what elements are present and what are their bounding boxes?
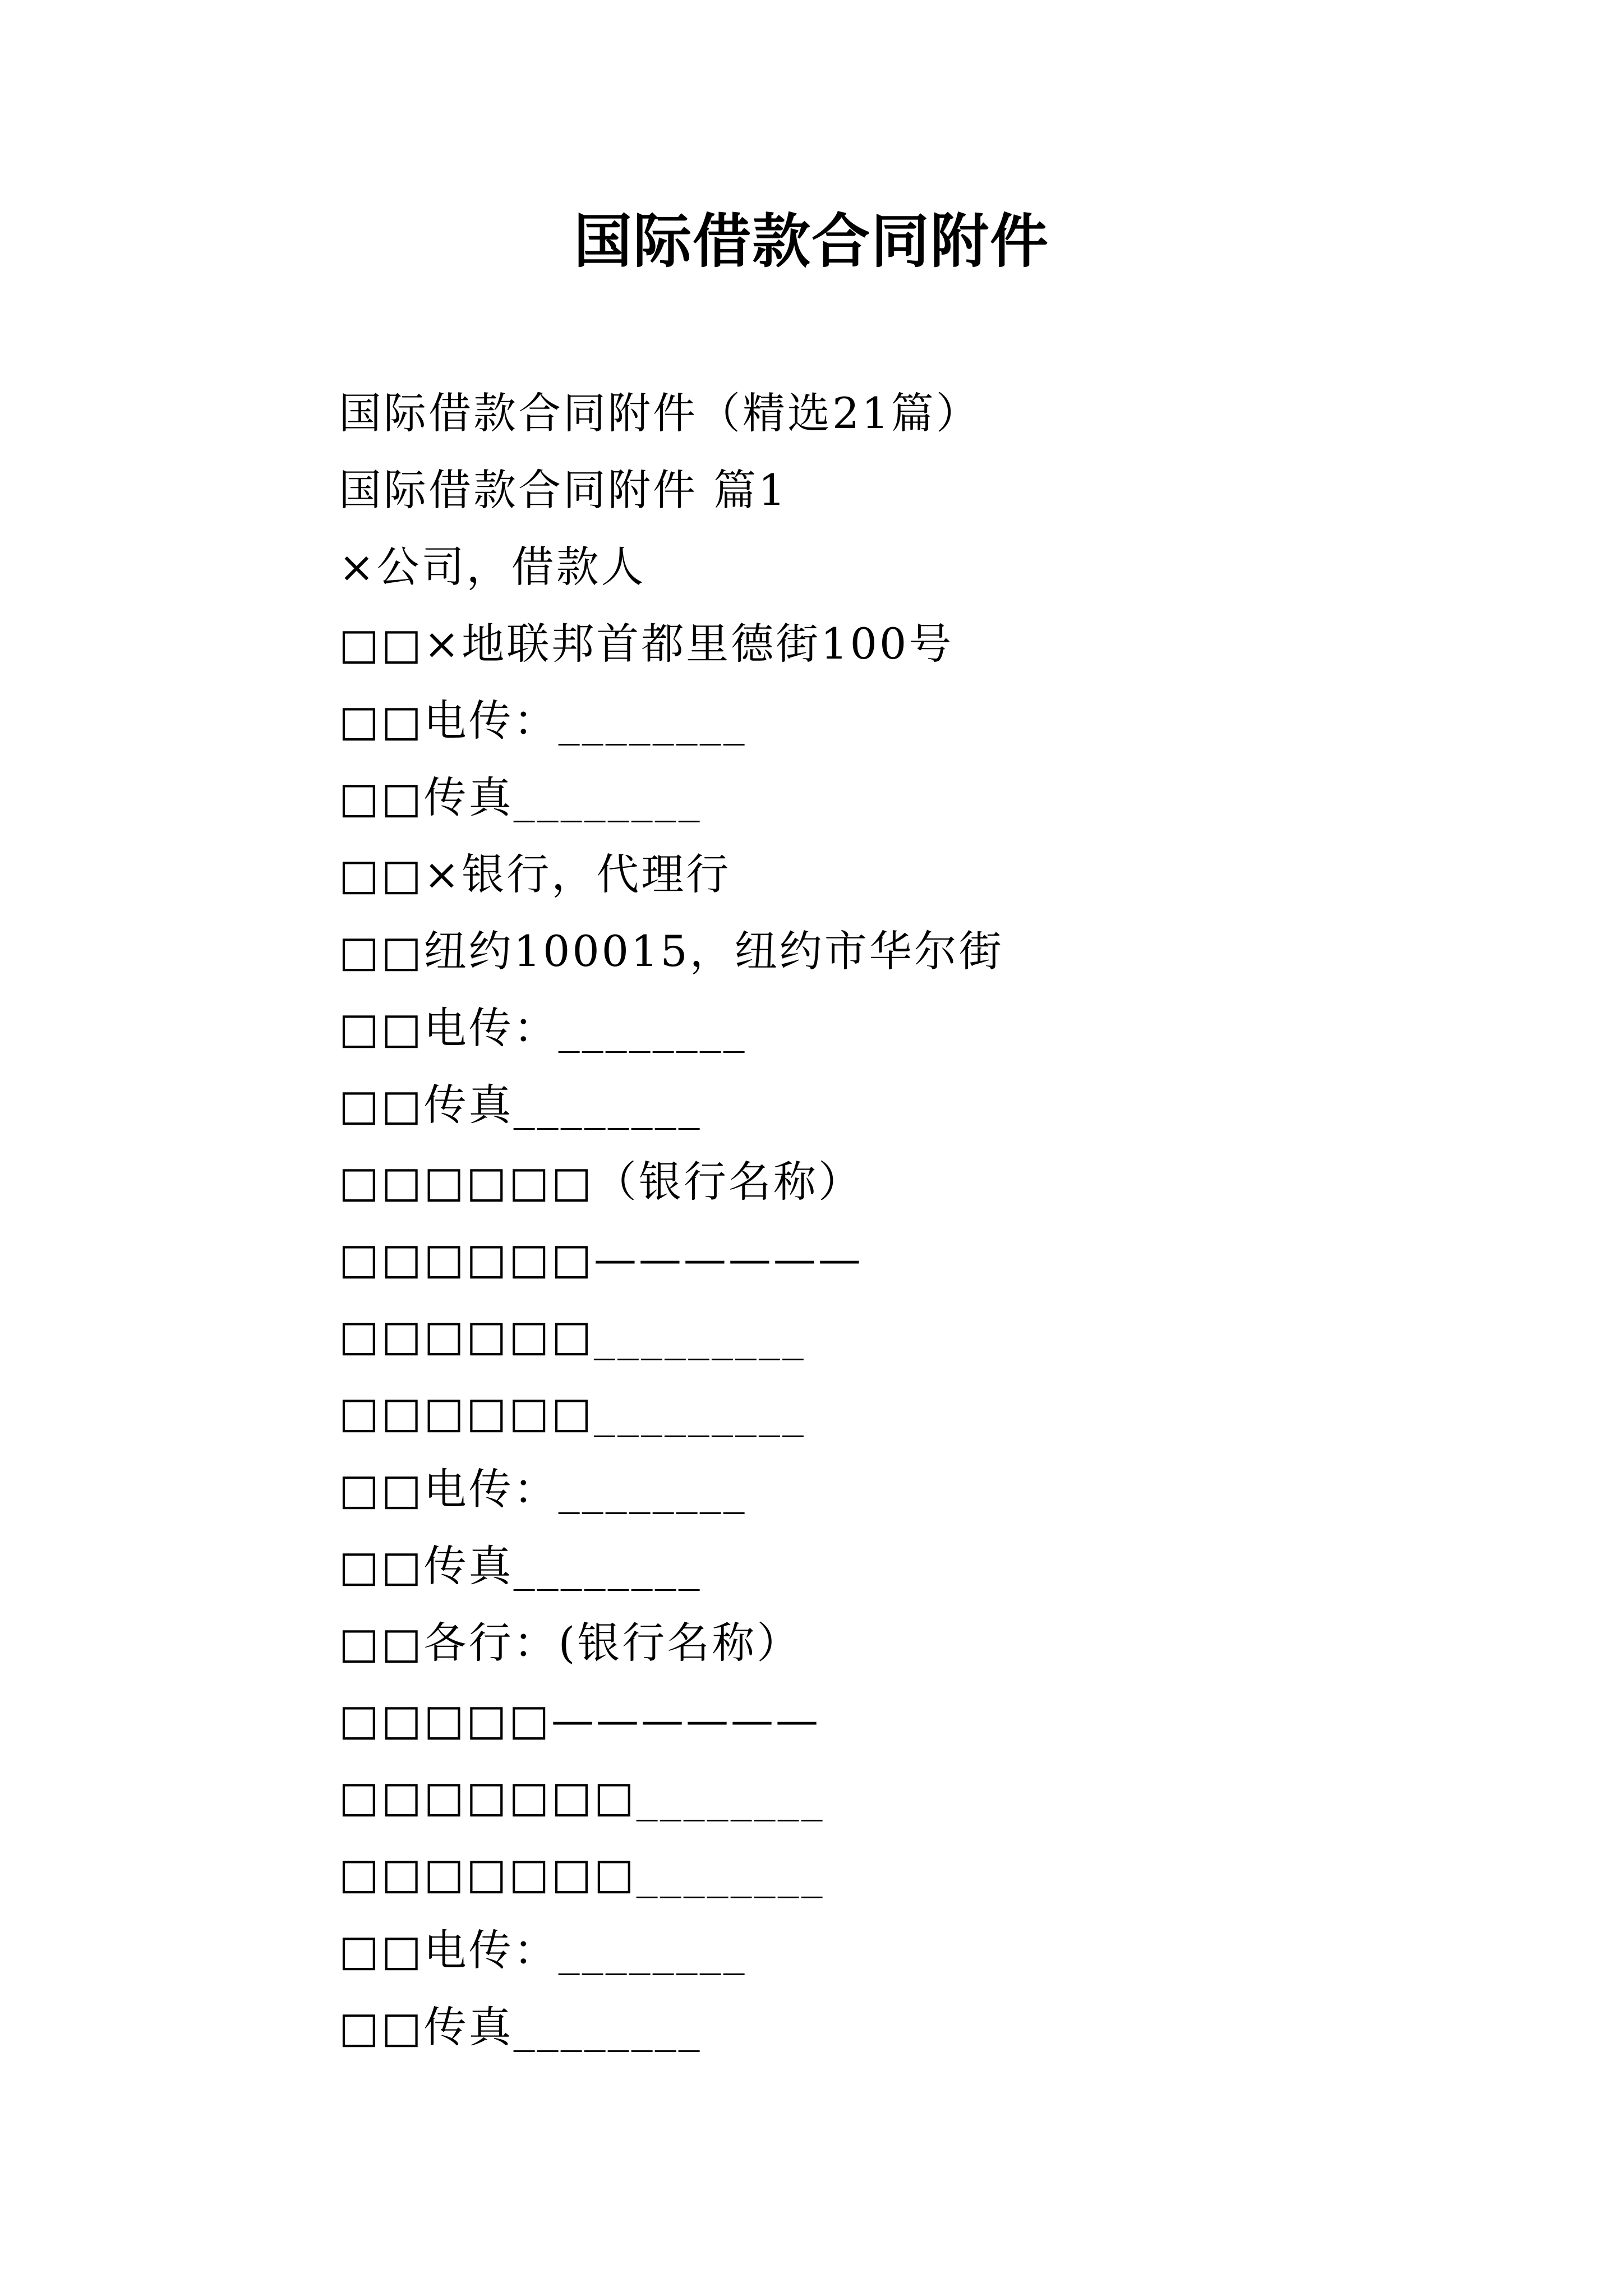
body-line: □□电传：________: [339, 1003, 747, 1053]
body-line: □□×地联邦首都里德街100号: [339, 619, 954, 669]
body-line: □□×银行，代理行: [339, 849, 731, 899]
body-line: □□□□□□（银行名称）: [339, 1157, 863, 1207]
body-line: □□电传：________: [339, 1464, 747, 1514]
body-line: □□□□□□□________: [339, 1848, 825, 1898]
body-line: □□□□□——————: [339, 1695, 821, 1745]
body-line: □□电传：________: [339, 1925, 747, 1975]
body-line: □□□□□□□________: [339, 1772, 825, 1821]
body-line: 国际借款合同附件（精选21篇）: [339, 388, 981, 438]
body-line: □□纽约100015，纽约市华尔街: [339, 926, 1004, 976]
document-title: 国际借款合同附件: [573, 206, 1049, 275]
body-line: □□□□□□——————: [339, 1234, 863, 1283]
body-line: □□传真________: [339, 2002, 702, 2052]
body-line: □□传真________: [339, 1080, 702, 1130]
body-line: 国际借款合同附件 篇1: [339, 465, 788, 515]
body-line: □□传真________: [339, 1541, 702, 1591]
body-line: ×公司，借款人: [339, 542, 646, 592]
body-line: □□□□□□_________: [339, 1387, 806, 1437]
body-line: □□各行：(银行名称）: [339, 1618, 802, 1668]
body-line: □□电传：________: [339, 696, 747, 746]
document-body: [339, 375, 1516, 2065]
body-line: □□□□□□_________: [339, 1310, 806, 1360]
body-line: □□传真________: [339, 772, 702, 822]
